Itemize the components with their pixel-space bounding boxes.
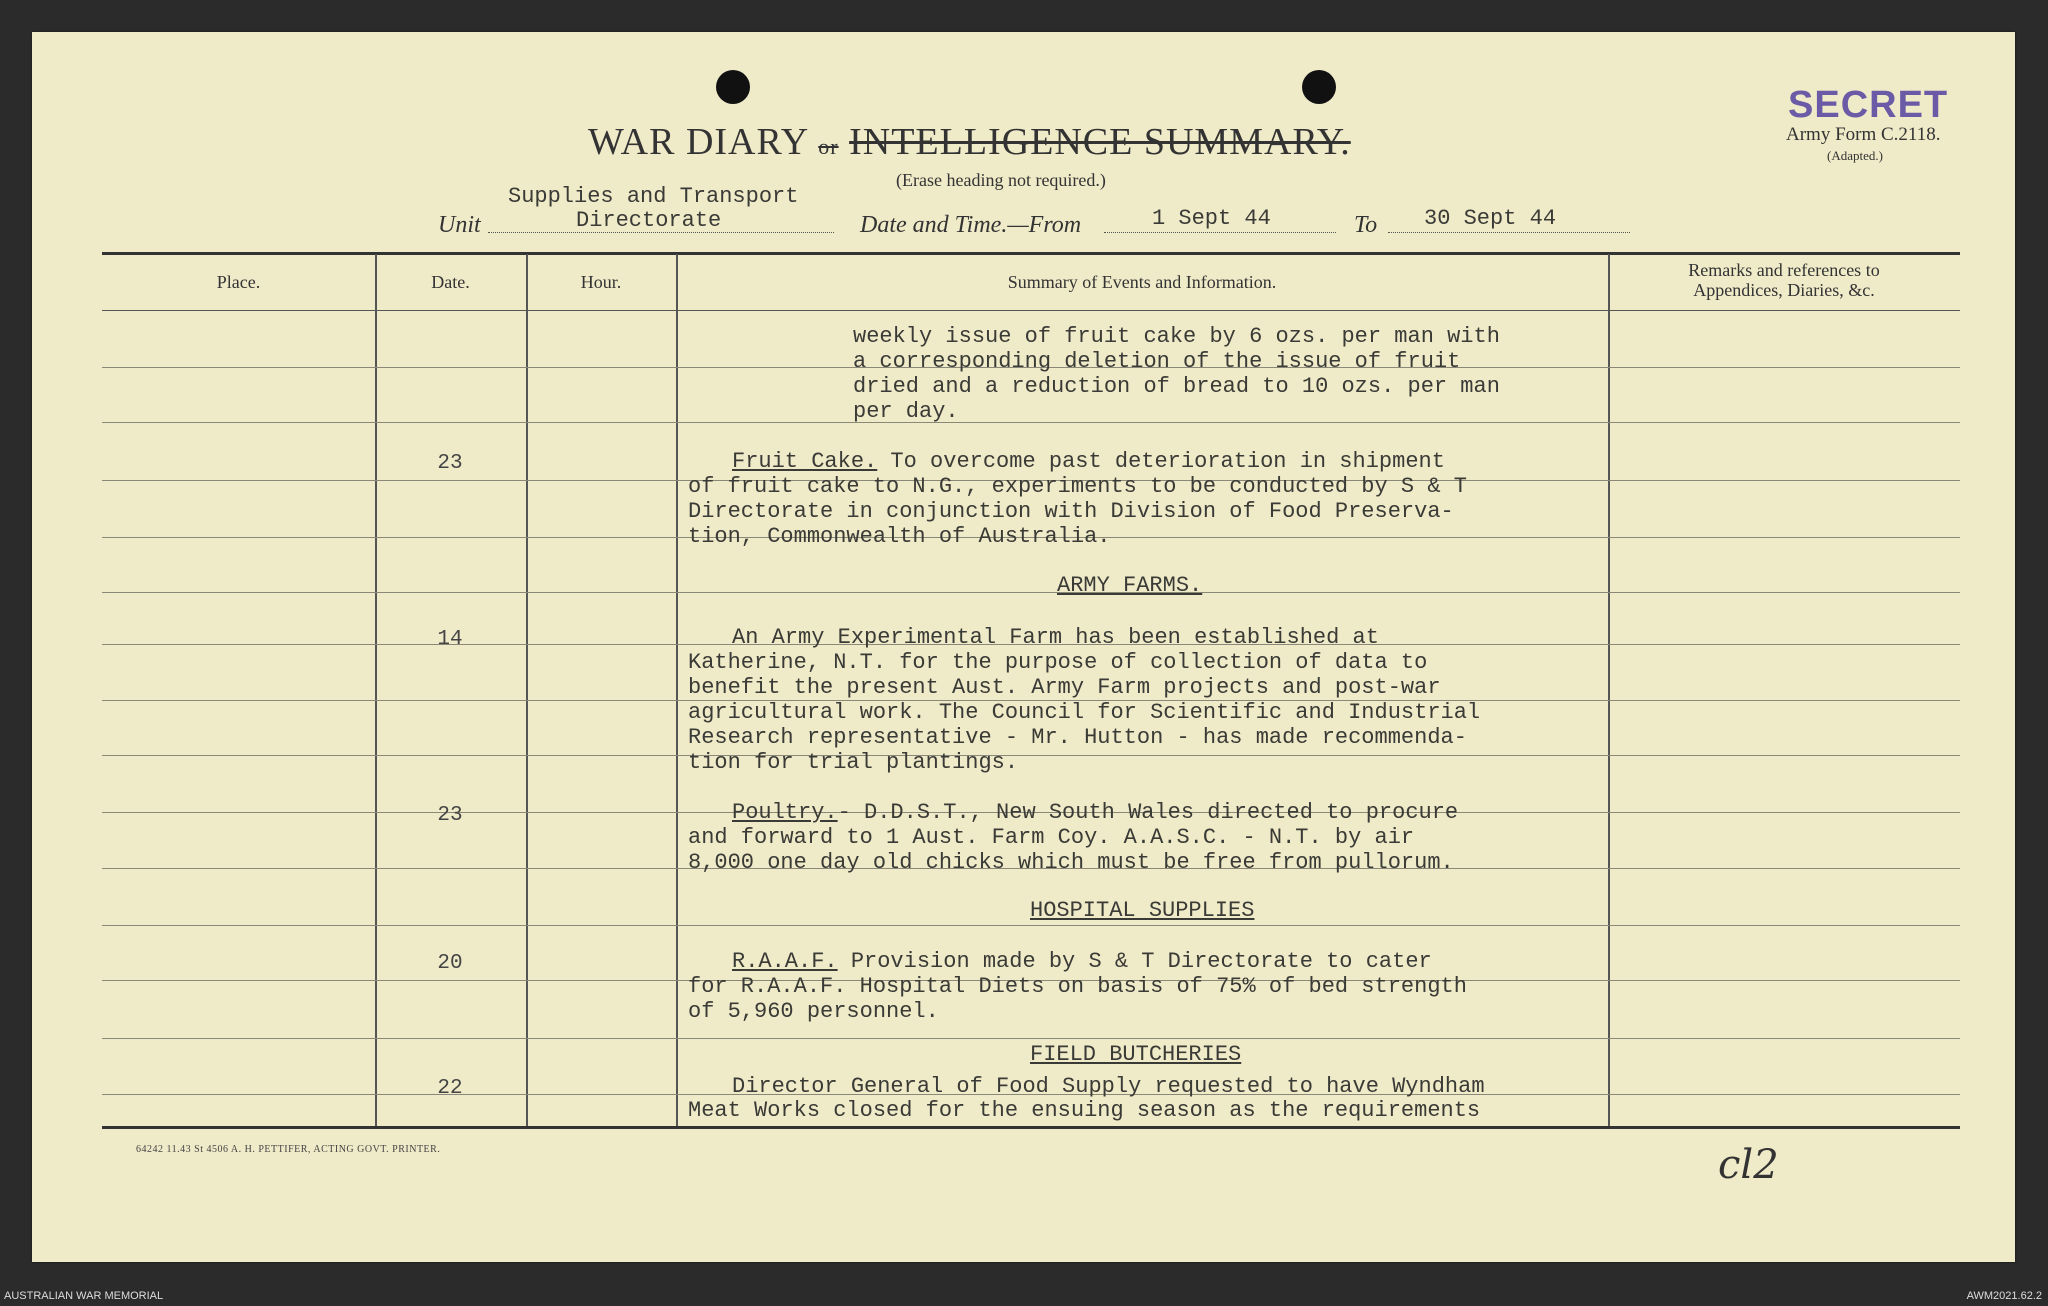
ruled-line bbox=[102, 925, 1960, 926]
column-header-hour: Hour. bbox=[580, 272, 622, 292]
section-heading-field-butcheries: FIELD BUTCHERIES bbox=[1030, 1042, 1242, 1067]
entry-line: Meat Works closed for the ensuing season as the requirements bbox=[688, 1098, 1481, 1123]
entry-line: agricultural work. The Council for Scientific and Industrial bbox=[688, 700, 1481, 725]
column-header-remarks-line1: Remarks and references to bbox=[1688, 260, 1880, 280]
entry-line bbox=[732, 949, 1432, 975]
entry-line: of fruit cake to N.G., experiments to be conducted by S & T bbox=[688, 474, 1467, 499]
poultry-heading: Poultry. bbox=[732, 800, 838, 825]
unit-value-line2: Directorate bbox=[576, 208, 722, 233]
punch-hole bbox=[1302, 70, 1336, 104]
entry-text: - D.D.S.T., New South Wales directed to procure bbox=[837, 800, 1459, 825]
entry-line: benefit the present Aust. Army Farm projects and post-war bbox=[688, 675, 1441, 700]
entry-line: a corresponding deletion of the issue of fruit bbox=[853, 349, 1461, 374]
entry-date: 23 bbox=[437, 804, 463, 827]
section-heading-hospital-supplies: HOSPITAL SUPPLIES bbox=[1030, 898, 1255, 923]
section-heading-army-farms: ARMY FARMS. bbox=[1057, 573, 1203, 598]
entry-date: 14 bbox=[437, 628, 463, 651]
entry-line: Directorate in conjunction with Division of Food Preserva- bbox=[688, 499, 1454, 524]
punch-hole bbox=[716, 70, 750, 104]
entry-line: for R.A.A.F. Hospital Diets on basis of 75% of bed strength bbox=[688, 974, 1467, 999]
entry-line bbox=[732, 449, 1445, 475]
entry-line: per day. bbox=[853, 399, 959, 424]
entry-line: weekly issue of fruit cake by 6 ozs. per man with bbox=[853, 324, 1500, 349]
entry-line: tion, Commonwealth of Australia. bbox=[688, 524, 1111, 549]
printer-imprint: 64242 11.43 St 4506 A. H. PETTIFER, ACTING GOVT. PRINTER. bbox=[136, 1144, 441, 1155]
column-header-summary: Summary of Events and Information. bbox=[1007, 272, 1277, 292]
date-to-value: 30 Sept 44 bbox=[1424, 206, 1557, 231]
table-bottom-rule bbox=[102, 1126, 1960, 1129]
ruled-line bbox=[102, 755, 1960, 756]
entry-line: An Army Experimental Farm has been established at bbox=[732, 625, 1379, 650]
erase-note: (Erase heading not required.) bbox=[896, 170, 1106, 190]
handwritten-initials: cl2 bbox=[1718, 1142, 1779, 1188]
column-header-place: Place. bbox=[216, 272, 261, 292]
date-to-dotted-line bbox=[1388, 232, 1630, 233]
entry-date: 23 bbox=[437, 452, 463, 475]
entry-date: 22 bbox=[437, 1077, 463, 1100]
entry-line: 8,000 one day old chicks which must be free from pullorum. bbox=[688, 850, 1454, 875]
column-header-date: Date. bbox=[431, 272, 470, 292]
entry-line: of 5,960 personnel. bbox=[688, 999, 939, 1024]
table-top-rule bbox=[102, 252, 1960, 255]
archive-caption-right: AWM2021.62.2 bbox=[1966, 1290, 2042, 1302]
entry-line: and forward to 1 Aust. Farm Coy. A.A.S.C. - N.T. by air bbox=[688, 825, 1415, 850]
adapted-note: (Adapted.) bbox=[1827, 148, 1883, 163]
entry-line: Research representative - Mr. Hutton - has made recommenda- bbox=[688, 725, 1467, 750]
archive-caption-left: AUSTRALIAN WAR MEMORIAL bbox=[4, 1290, 164, 1302]
column-divider bbox=[526, 254, 528, 1126]
entry-line bbox=[732, 800, 1458, 826]
header-rule bbox=[102, 310, 1960, 311]
fruit-cake-heading: Fruit Cake. bbox=[732, 449, 878, 474]
column-divider bbox=[1608, 254, 1610, 1126]
entry-text: Provision made by S & T Directorate to cater bbox=[837, 949, 1432, 974]
unit-label: Unit bbox=[438, 212, 481, 238]
document-page bbox=[32, 32, 2015, 1262]
entry-line: Katherine, N.T. for the purpose of collection of data to bbox=[688, 650, 1428, 675]
entry-line: Director General of Food Supply requested to have Wyndham bbox=[732, 1074, 1485, 1099]
column-header-remarks-line2: Appendices, Diaries, &c. bbox=[1693, 280, 1875, 300]
ruled-line bbox=[102, 422, 1960, 423]
date-from-dotted-line bbox=[1104, 232, 1336, 233]
entry-text: To overcome past deterioration in shipment bbox=[877, 449, 1445, 474]
secret-stamp: SECRET bbox=[1788, 84, 1949, 126]
date-to-label: To bbox=[1354, 212, 1378, 238]
ruled-line bbox=[102, 592, 1960, 593]
unit-value-line1: Supplies and Transport bbox=[508, 184, 799, 209]
army-form-number: Army Form C.2118. bbox=[1786, 124, 1941, 145]
entry-line: dried and a reduction of bread to 10 ozs. per man bbox=[853, 374, 1500, 399]
raaf-heading: R.A.A.F. bbox=[732, 949, 838, 974]
date-from-label: Date and Time.—From bbox=[860, 212, 1082, 238]
entry-date: 20 bbox=[437, 952, 463, 975]
column-divider bbox=[375, 254, 377, 1126]
ruled-line bbox=[102, 1038, 1960, 1039]
column-divider bbox=[676, 254, 678, 1126]
document-title: WAR DIARY or INTELLIGENCE SUMMARY. bbox=[588, 121, 1351, 163]
entry-line: tion for trial plantings. bbox=[688, 750, 1019, 775]
date-from-value: 1 Sept 44 bbox=[1152, 206, 1271, 231]
